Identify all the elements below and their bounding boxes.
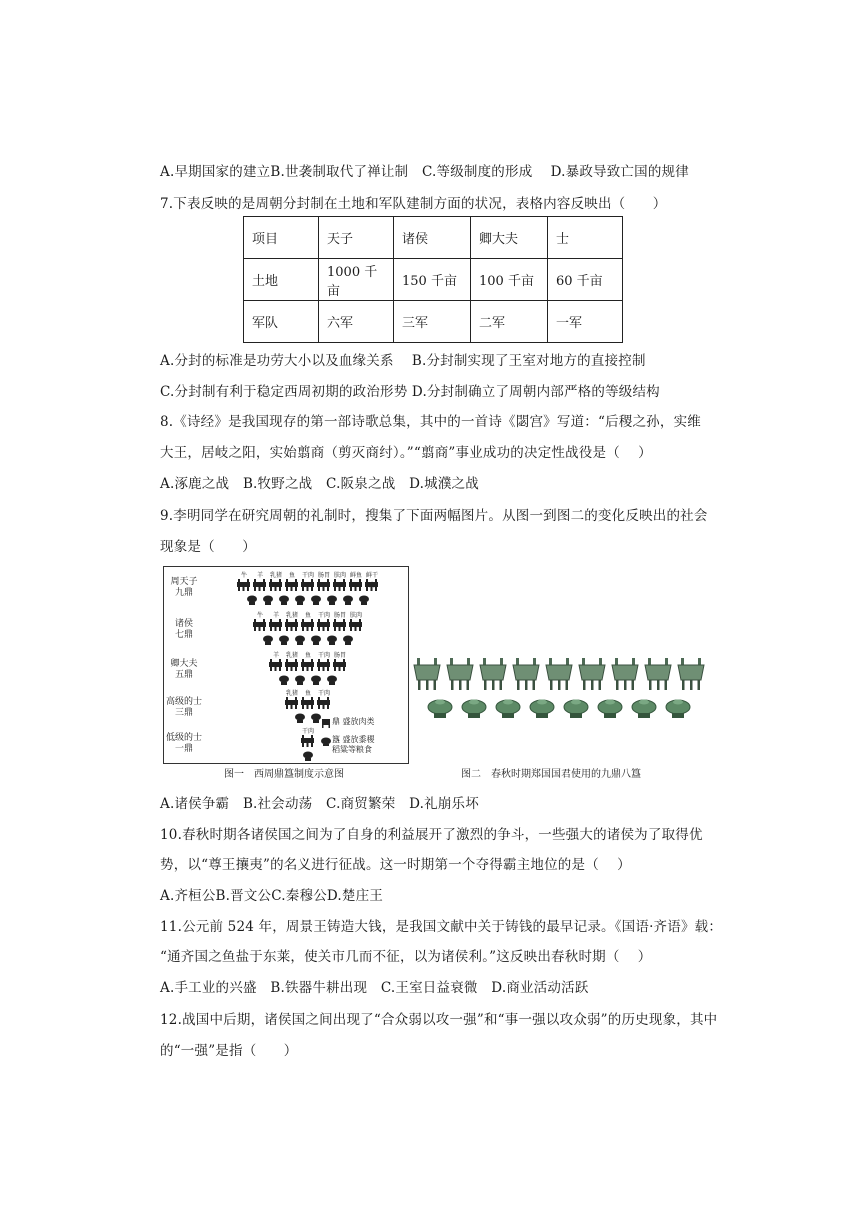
dish-label: 鲜干 bbox=[365, 572, 378, 579]
dish-label: 鱼 bbox=[304, 612, 311, 619]
table-cell: 60 千亩 bbox=[548, 259, 623, 301]
dish-label: 肤肉 bbox=[349, 612, 362, 619]
dish-label: 干肉 bbox=[301, 572, 314, 579]
table-row bbox=[244, 259, 623, 301]
dish-label: 乳猪 bbox=[269, 572, 282, 579]
ding-icon bbox=[301, 619, 314, 631]
bronze-gui-icon bbox=[564, 700, 588, 719]
q12-line2: 的“一强”是指（ ） bbox=[160, 1043, 298, 1059]
q11-line2: “通齐国之鱼盐于东莱，使关市几而不征，以为诸侯利。”这反映出春秋时期（ ） bbox=[160, 949, 652, 965]
q9-options: A.诸侯争霸 B.社会动荡 C.商贸繁荣 D.礼崩乐坏 bbox=[160, 796, 479, 812]
bronze-gui-icon bbox=[496, 700, 520, 719]
bronze-gui-icon bbox=[598, 700, 622, 719]
ding-icon bbox=[349, 579, 362, 591]
gui-icon bbox=[294, 675, 306, 685]
bronze-ding-icon bbox=[645, 658, 671, 690]
q11-options: A.手工业的兴盛 B.铁器牛耕出现 C.王室日益衰微 D.商业活动活跃 bbox=[160, 980, 589, 996]
table-row bbox=[244, 217, 623, 259]
q6-options: A.早期国家的建立B.世袭制取代了禅让制 C.等级制度的形成 D.暴政导致亡国的规律 bbox=[160, 164, 689, 180]
dish-label: 干肉 bbox=[317, 690, 330, 697]
bronze-ding-icon bbox=[678, 658, 704, 690]
gui-icon bbox=[310, 595, 322, 605]
dish-label: 牛 bbox=[256, 612, 263, 619]
dish-label: 肠胃 bbox=[333, 652, 346, 659]
bronze-ding-icon bbox=[447, 658, 473, 690]
bronze-ding-icon bbox=[579, 658, 605, 690]
dish-label: 乳猪 bbox=[285, 652, 298, 659]
gui-icon bbox=[310, 675, 322, 685]
dish-label: 干肉 bbox=[317, 652, 330, 659]
ding-icon bbox=[301, 579, 314, 591]
ding-icon bbox=[285, 579, 298, 591]
table-header-cell: 项目 bbox=[244, 217, 319, 259]
q8-line1: 8.《诗经》是我国现存的第一部诗歌总集，其中的一首诗《閟宫》写道：“后稷之孙，实维 bbox=[160, 414, 701, 430]
gui-icon bbox=[262, 635, 274, 645]
ding-icon bbox=[317, 579, 330, 591]
dish-label: 鱼 bbox=[288, 572, 295, 579]
ding-icon bbox=[285, 697, 298, 709]
bronze-gui-icon bbox=[428, 700, 452, 719]
dish-label: 牛 bbox=[240, 572, 247, 579]
ding-icon bbox=[285, 619, 298, 631]
dish-label: 鱼 bbox=[304, 690, 311, 697]
q11-line1: 11.公元前 524 年，周景王铸造大钱，是我国文献中关于铸钱的最早记录。《国语·齐语》载： bbox=[160, 919, 723, 935]
ding-icon bbox=[269, 579, 282, 591]
gui-icon bbox=[342, 635, 354, 645]
table-row bbox=[244, 301, 623, 343]
figure-nine-ding-eight-gui bbox=[410, 650, 710, 725]
ding-icon bbox=[365, 579, 378, 591]
rank-label: 诸侯 七鼎 bbox=[174, 619, 193, 640]
table-cell: 一军 bbox=[548, 301, 623, 343]
q8-line2: 大王，居岐之阳，实始翦商（剪灭商纣）。”“翦商”事业成功的决定性战役是（ ） bbox=[160, 445, 652, 461]
gui-icon bbox=[320, 735, 332, 747]
ding-icon bbox=[269, 659, 282, 671]
ding-icon bbox=[237, 579, 250, 591]
gui-icon bbox=[278, 595, 290, 605]
table-header-cell: 诸侯 bbox=[394, 217, 471, 259]
q7-options-cd: C.分封制有利于稳定西周初期的政治形势 D.分封制确立了周朝内部严格的等级结构 bbox=[160, 384, 660, 400]
figure-ding-gui-pyramid bbox=[163, 566, 409, 764]
legend-ding: 鼎 盛放肉类 bbox=[332, 717, 375, 726]
table-header-cell: 天子 bbox=[319, 217, 394, 259]
gui-icon bbox=[294, 635, 306, 645]
figure1-caption: 图一 西周鼎簋制度示意图 bbox=[224, 769, 344, 780]
q9-line1: 9.李明同学在研究周朝的礼制时，搜集了下面两幅图片。从图一到图二的变化反映出的社会 bbox=[160, 508, 708, 524]
ding-icon bbox=[253, 579, 266, 591]
ding-icon bbox=[333, 579, 346, 591]
bronze-gui-icon bbox=[462, 700, 486, 719]
ding-icon bbox=[317, 619, 330, 631]
ding-icon bbox=[349, 619, 362, 631]
dish-label: 羊 bbox=[256, 572, 263, 579]
dish-label: 羊 bbox=[272, 652, 279, 659]
gui-icon bbox=[294, 595, 306, 605]
ding-icon bbox=[333, 659, 346, 671]
q7-stem: 7.下表反映的是周朝分封制在土地和军队建制方面的状况，表格内容反映出（ ） bbox=[160, 196, 667, 212]
table-header-cell: 卿大夫 bbox=[471, 217, 548, 259]
ding-icon bbox=[301, 697, 314, 709]
gui-icon bbox=[278, 635, 290, 645]
rank-label: 卿大夫 五鼎 bbox=[170, 659, 198, 680]
gui-icon bbox=[246, 595, 258, 605]
table-header-cell: 士 bbox=[548, 217, 623, 259]
table-cell: 150 千亩 bbox=[394, 259, 471, 301]
gui-icon bbox=[326, 595, 338, 605]
gui-icon bbox=[262, 595, 274, 605]
gui-icon bbox=[294, 713, 306, 723]
ding-icon bbox=[253, 619, 266, 631]
dish-label: 鲜鱼 bbox=[349, 572, 362, 579]
dish-label: 鱼 bbox=[304, 652, 311, 659]
gui-icon bbox=[310, 635, 322, 645]
ding-icon bbox=[317, 659, 330, 671]
dish-label: 肤肉 bbox=[333, 572, 346, 579]
q12-line1: 12.战国中后期，诸侯国之间出现了“合众弱以攻一强”和“事一强以攻众弱”的历史现象，其中 bbox=[160, 1012, 718, 1028]
table-cell: 100 千亩 bbox=[471, 259, 548, 301]
table-cell: 二军 bbox=[471, 301, 548, 343]
q7-options-ab: A.分封的标准是功劳大小以及血缘关系 B.分封制实现了王室对地方的直接控制 bbox=[160, 353, 646, 369]
bronze-ding-icon bbox=[414, 658, 440, 690]
gui-icon bbox=[278, 675, 290, 685]
table-cell: 1000 千亩 bbox=[319, 259, 394, 301]
bronze-ding-icon bbox=[612, 658, 638, 690]
rank-label: 周天子 九鼎 bbox=[170, 577, 198, 598]
ding-icon bbox=[269, 619, 282, 631]
gui-icon bbox=[342, 595, 354, 605]
q10-line1: 10.春秋时期各诸侯国之间为了自身的利益展开了激烈的争斗，一些强大的诸侯为了取得优 bbox=[160, 827, 703, 843]
table-cell: 军队 bbox=[244, 301, 319, 343]
dish-label: 干肉 bbox=[301, 728, 314, 735]
q10-options: A.齐桓公B.晋文公C.秦穆公D.楚庄王 bbox=[160, 888, 384, 904]
legend-gui: 簋 盛放黍稷 稻粱等粮食 bbox=[332, 735, 375, 754]
dish-label: 肠胃 bbox=[333, 612, 346, 619]
rank-label: 高级的士 三鼎 bbox=[166, 697, 203, 718]
table-cell: 土地 bbox=[244, 259, 319, 301]
ding-icon bbox=[301, 735, 314, 747]
dish-label: 乳猪 bbox=[285, 612, 298, 619]
gui-icon bbox=[358, 595, 370, 605]
table-cell: 六军 bbox=[319, 301, 394, 343]
gui-icon bbox=[302, 751, 314, 761]
gui-icon bbox=[326, 635, 338, 645]
gui-icon bbox=[326, 675, 338, 685]
bronze-gui-icon bbox=[530, 700, 554, 719]
dish-label: 乳猪 bbox=[285, 690, 298, 697]
ding-icon bbox=[333, 619, 346, 631]
q7-table bbox=[243, 216, 623, 343]
ding-icon bbox=[320, 717, 332, 729]
dish-label: 肠胃 bbox=[317, 572, 330, 579]
figure2-caption: 图二 春秋时期郑国国君使用的九鼎八簋 bbox=[461, 769, 641, 780]
q10-line2: 势，以“尊王攘夷”的名义进行征战。这一时期第一个夺得霸主地位的是（ ） bbox=[160, 857, 631, 873]
bronze-gui-icon bbox=[666, 700, 690, 719]
ding-icon bbox=[317, 697, 330, 709]
bronze-ding-icon bbox=[513, 658, 539, 690]
bronze-ding-icon bbox=[546, 658, 572, 690]
bronze-ding-icon bbox=[480, 658, 506, 690]
dish-label: 羊 bbox=[272, 612, 279, 619]
q9-line2: 现象是（ ） bbox=[160, 539, 256, 555]
q8-options: A.涿鹿之战 B.牧野之战 C.阪泉之战 D.城濮之战 bbox=[160, 476, 479, 492]
ding-icon bbox=[301, 659, 314, 671]
table-cell: 三军 bbox=[394, 301, 471, 343]
rank-label: 低级的士 一鼎 bbox=[166, 733, 203, 754]
bronze-gui-icon bbox=[632, 700, 656, 719]
ding-icon bbox=[285, 659, 298, 671]
dish-label: 干肉 bbox=[317, 612, 330, 619]
